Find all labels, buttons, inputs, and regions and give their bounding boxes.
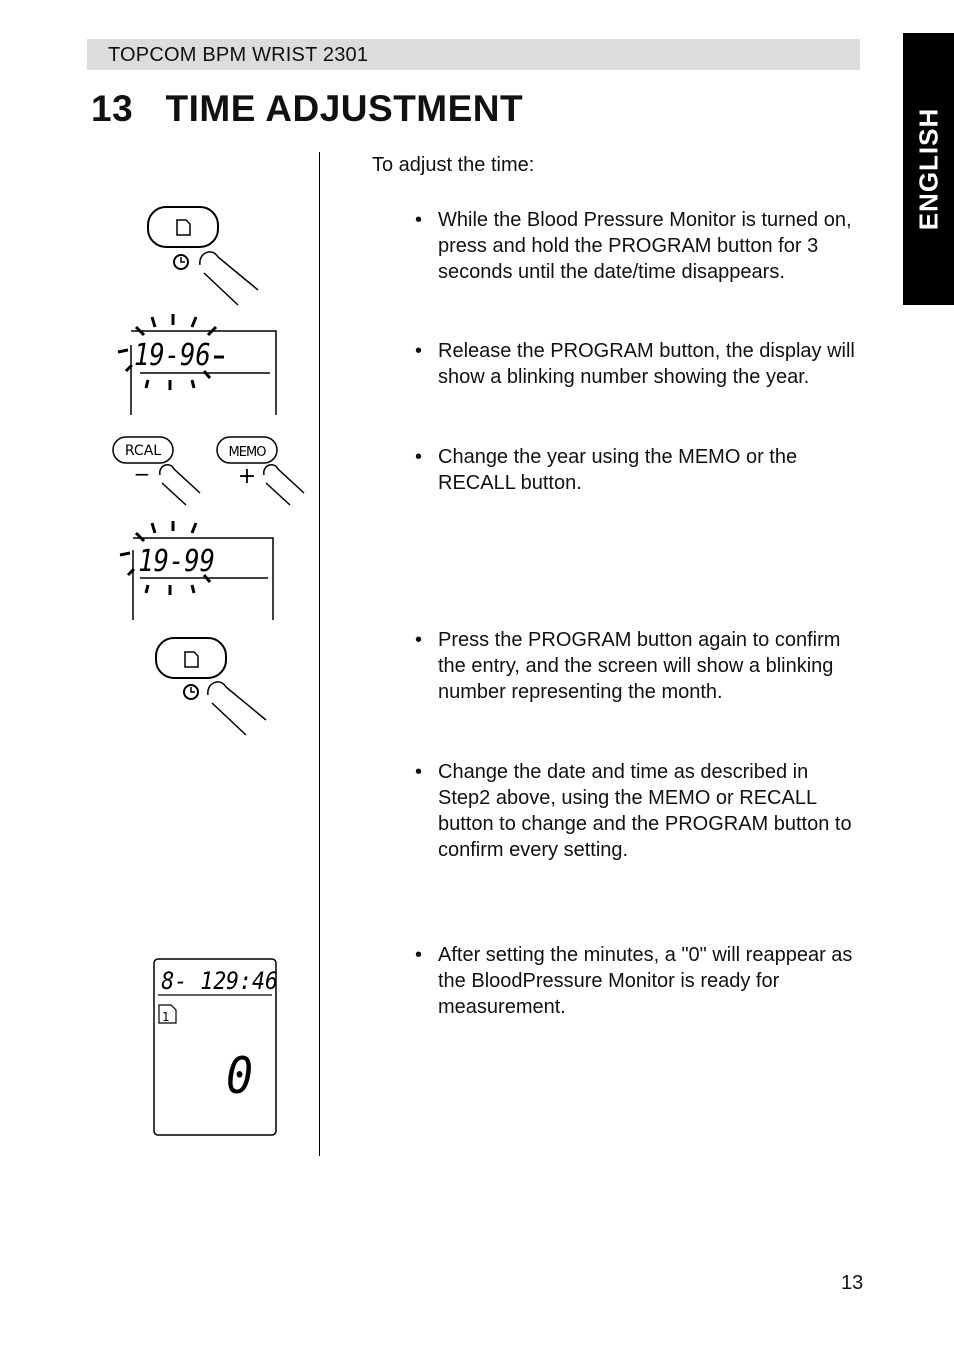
memory-page-icon <box>159 1005 176 1024</box>
intro-text: To adjust the time: <box>372 154 535 176</box>
bullet: • <box>415 629 423 651</box>
instruction-step-text: Press the PROGRAM button again to confirm the entry, and the screen will show a blinking number representing the month. <box>438 629 841 703</box>
instruction-step-text: After setting the minutes, a "0" will reappear as the BloodPressure Monitor is ready for measurement. <box>438 944 853 1018</box>
instruction-step <box>415 942 865 1020</box>
finger-icon <box>160 465 200 505</box>
finger-icon <box>264 465 304 505</box>
bullet: • <box>415 761 423 783</box>
year-display-text-2: 19-99 <box>138 542 215 579</box>
year-display-text-1: 19-96 <box>134 336 211 373</box>
instruction-step-text: Release the PROGRAM button, the display will show a blinking number showing the year. <box>438 340 855 388</box>
final-date-text: 8- 12 <box>161 967 227 996</box>
recall-button-label: RCAL <box>124 443 162 459</box>
bullet: • <box>415 209 423 231</box>
column-divider <box>319 152 320 1156</box>
bullet: • <box>415 944 423 966</box>
plus-sign: + <box>237 464 257 489</box>
instruction-step <box>415 338 865 390</box>
instruction-step <box>415 759 865 863</box>
header-product-name: TOPCOM BPM WRIST 2301 <box>108 44 369 66</box>
header-bar <box>87 39 860 70</box>
final-display-illustration <box>154 959 278 1135</box>
instruction-step <box>415 627 865 705</box>
page-icon <box>177 220 190 235</box>
minus-sign: − <box>133 462 151 486</box>
bullet: • <box>415 340 423 362</box>
year-display-illustration-2 <box>120 521 273 620</box>
bullet: • <box>415 446 423 468</box>
memory-number: 1 <box>162 1010 170 1024</box>
final-time-text: 9:46 <box>226 967 279 996</box>
program-button-press-illustration-2 <box>156 638 266 735</box>
memo-button-label: MEMO <box>228 445 266 460</box>
program-button-press-illustration-1 <box>148 207 258 305</box>
year-display-illustration-1 <box>118 314 276 415</box>
language-tab-label: ENGLISH <box>913 107 943 231</box>
language-tab <box>903 33 954 305</box>
instruction-step-text: While the Blood Pressure Monitor is turned on, press and hold the PROGRAM button for 3 seconds until the date/time disappears. <box>438 209 852 283</box>
instruction-step-text: Change the date and time as described in Step2 above, using the MEMO or RECALL button to change and the PROGRAM button to confirm every setting. <box>438 761 852 861</box>
instruction-step-text: Change the year using the MEMO or the RECALL button. <box>438 446 798 494</box>
clock-icon <box>184 685 198 699</box>
page-title: 13 TIME ADJUSTMENT <box>91 88 524 129</box>
instruction-step <box>415 444 865 496</box>
page-number: 13 <box>841 1272 864 1294</box>
final-reading-text: 0 <box>226 1047 254 1106</box>
finger-icon <box>208 682 266 735</box>
instruction-step <box>415 207 865 285</box>
illustration-column <box>100 195 315 1145</box>
finger-icon <box>200 252 258 305</box>
clock-icon <box>174 255 188 269</box>
page-icon <box>185 652 198 667</box>
recall-memo-buttons-illustration <box>113 437 304 505</box>
